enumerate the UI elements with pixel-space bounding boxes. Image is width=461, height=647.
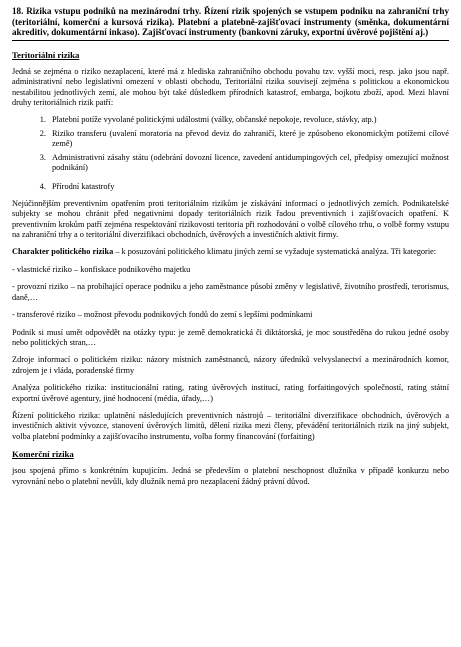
political-risk-item: - transferové riziko – možnost převodu podnikových fondů do zemí s lepšími podmínkami bbox=[12, 310, 313, 320]
list-item: 2. Riziko transferu (uvalení moratoria na převod deviz do zahraničí, které je způsobeno ekonomickým potížemi cílové země) bbox=[48, 129, 449, 150]
section-heading-territorial: Teritoriální rizika bbox=[12, 49, 80, 60]
list-item: 1. Platební potíže vyvolané politickými událostmi (války, občanské nepokoje, revoluce, stávky, atp.) bbox=[48, 115, 449, 125]
territorial-risk-list bbox=[12, 115, 449, 192]
political-risk-item: - provozní riziko – na probíhající operace podniku a jeho zaměstnance působí změny v legislativě, životního prostředí, terorismus, daně,… bbox=[12, 282, 449, 302]
political-risk-question: Podnik si musí umět odpovědět na otázky typu: je země demokratická či diktátorská, je moc soustředěna do rukou jedné osoby nebo politických stran,… bbox=[12, 327, 449, 347]
page-title: 18. Rizika vstupu podniků na mezinárodní trhy. Řízení rizik spojených se vstupem podniku na zahraniční trhy (teritoriální, komerční a kursová rizika). Platební a platebně-zajišťovací instrumenty (směnka, dokumentární akreditiv, dokumentární inkaso). Zajišťovací instrumenty (bankovní záruky, exportní úvěrové pojištění aj.) bbox=[12, 6, 449, 41]
political-risk-intro bbox=[12, 247, 449, 257]
political-risk-sources: Zdroje informací o politickém riziku: názory místních zaměstnanců, názory úředníků velvyslanectví a mezinárodních komor, zdrojem je i vláda, poradenské firmy bbox=[12, 355, 449, 375]
political-risk-lead: Charakter politického rizika bbox=[12, 247, 114, 257]
list-item: 4. Přírodní katastrofy bbox=[48, 182, 449, 192]
political-risk-lead-rest: – k posuzování politického klimatu jiných zemí se vyžaduje systematická analýza. Tři kategorie: bbox=[113, 247, 437, 257]
commercial-risk-text: jsou spojená přímo s konkrétním kupujícím. Jedná se především o platební neschopnost dlužníka v případě konkurzu nebo vyrovnání nebo o platební nevůli, kdy dlužník nemá pro nezaplacení žádný právní důvod. bbox=[12, 466, 449, 486]
political-risk-item: - vlastnické riziko – konfiskace podnikového majetku bbox=[12, 264, 191, 274]
territorial-prevention: Nejúčinnějším preventivním opatřením proti teritoriálním rizikům je získávání informací o jednotlivých zemích. Podnikatelské subjekty se mohou chránit před negativními dopady teritoriálních rizik řadou preventivních i zajišťovacích opatření. K preventivním krokům patří zejména respektování rizikovosti teritoria při rozhodování o volbě cílového trhu, o volbě formy vstupu na zahraniční trhy a o teritoriální diverzifikaci obchodních, úvěrových a investičních aktivit firmy. bbox=[12, 198, 449, 240]
list-item: 3. Administrativní zásahy státu (odebrání dovozní licence, zavedení antidumpingových cel, předpisy omezující možnost podnikání) bbox=[48, 153, 449, 174]
political-risk-analysis: Analýza politického rizika: institucionální rating, rating úvěrových institucí, rating forfaitingových společností, rating státní exportní úvěrové agentury, jiné hodnocení (média, úřady,…) bbox=[12, 383, 449, 403]
section-heading-commercial: Komerční rizika bbox=[12, 449, 74, 460]
political-risk-management: Řízení politického rizika: uplatnění následujících preventivních nástrojů – teritoriální diverzifikace obchodních, úvěrových a investičních aktivit vývozce, stanovení úvěrových limitů, dělení rizika mezi členy, převádění teritoriálních rizik na jiný subjekt, volba platební podmínky a zajišťovacího instrumentu, volba formy financování (forfaiting) bbox=[12, 410, 449, 441]
territorial-intro: Jedná se zejména o riziko nezaplacení, které má z hlediska zahraničního obchodu povahu tzv. vyšší moci, resp. jako jsou např. administrativní nebo legislativní omezení v oblasti obchodu, Teritoriální rizika souvisejí zejména s politickou a ekonomickou nestabilitou jednotlivých zemí, ale mohou být také důsledkem přírodních katastrof, embarga, bojkotu zboží, apod. Mezi hlavní druhy teritoriálních rizik patří: bbox=[12, 66, 449, 107]
